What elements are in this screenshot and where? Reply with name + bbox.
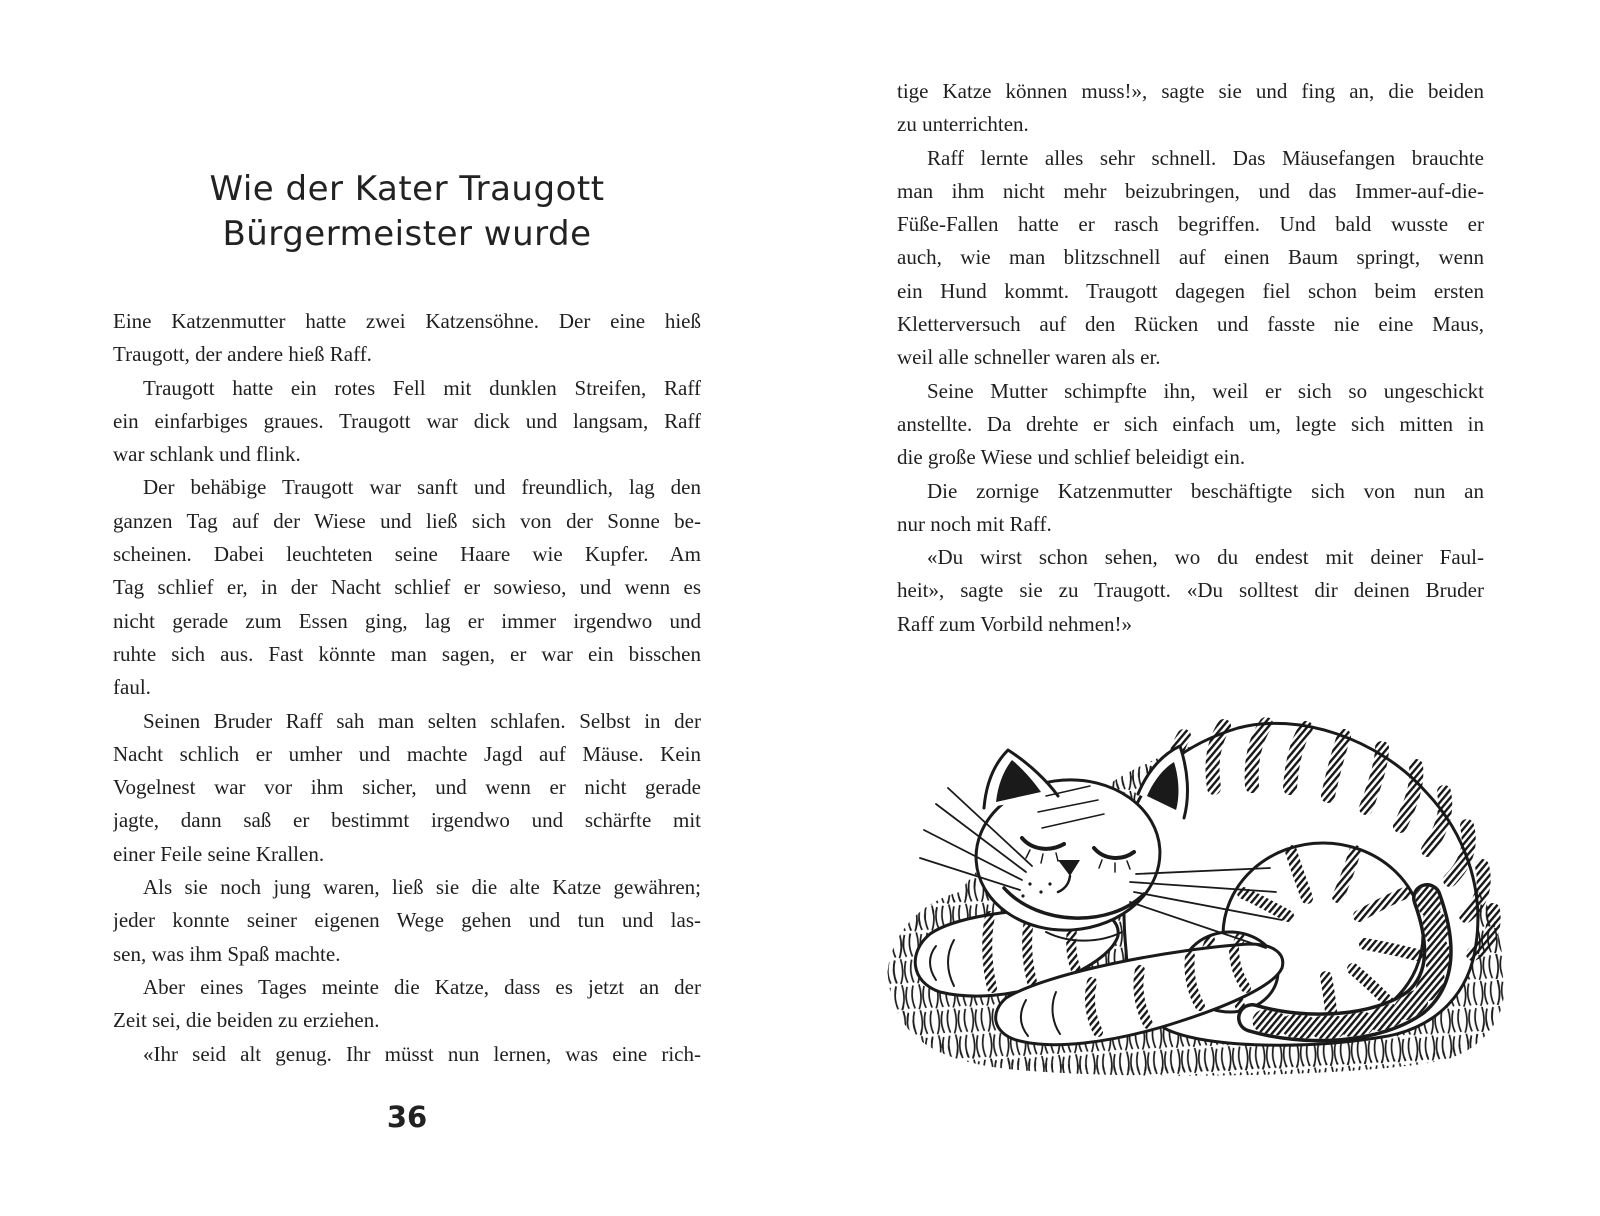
page-number: 36 <box>386 1100 428 1134</box>
text-line: Kletterversuch auf den Rücken und fasste nie eine Maus, <box>897 312 1484 337</box>
text-line: Als sie noch jung waren, ließ sie die alte Katze gewähren; <box>143 875 701 900</box>
text-line: Traugott hatte ein rotes Fell mit dunklen Streifen, Raff <box>143 375 701 400</box>
text-line: Nacht schlich er umher und machte Jagd auf Mäuse. Kein <box>113 741 701 766</box>
text-line: tige Katze können muss!», sagte sie und fing an, die beiden <box>897 79 1484 103</box>
right-page-text <box>897 75 1484 641</box>
text-line: nur noch mit Raff. <box>897 511 1052 536</box>
text-line: Die zornige Katzenmutter beschäftigte sich von nun an <box>927 478 1484 503</box>
chapter-title-line-2: Bürgermeister wurde <box>222 214 592 254</box>
text-line: «Ihr seid alt genug. Ihr müsst nun lernen, was eine rich- <box>143 1041 701 1066</box>
text-line: scheinen. Dabei leuchteten seine Haare wie Kupfer. Am <box>113 542 701 567</box>
text-line: weil alle schneller waren als er. <box>897 345 1161 370</box>
text-line: auch, wie man blitzschnell auf einen Baum springt, wenn <box>897 245 1484 270</box>
text-line: war schlank und flink. <box>113 442 301 467</box>
text-line: ganzen Tag auf der Wiese und ließ sich von der Sonne be- <box>113 508 701 533</box>
text-line: jeder konnte seiner eigenen Wege gehen und tun und las- <box>113 908 701 933</box>
text-line: Der behäbige Traugott war sanft und freundlich, lag den <box>143 475 701 500</box>
text-line: man ihm nicht mehr beizubringen, und das Immer-auf-die- <box>897 178 1484 203</box>
text-line: Aber eines Tages meinte die Katze, dass es jetzt an der <box>143 974 701 999</box>
text-line: Raff lernte alles sehr schnell. Das Mäusefangen brauchte <box>927 145 1484 170</box>
text-line: ein einfarbiges graues. Traugott war dick und langsam, Raff <box>113 408 701 433</box>
text-line: Tag schlief er, in der Nacht schlief er sowieso, und wenn es <box>113 575 701 600</box>
chapter-title-line-1: Wie der Kater Traugott <box>209 169 605 209</box>
text-line: sen, was ihm Spaß machte. <box>113 941 341 966</box>
text-line: Zeit sei, die beiden zu erziehen. <box>113 1008 380 1033</box>
text-line: Füße-Fallen hatte er rasch begriffen. Und bald wusste er <box>897 212 1484 237</box>
text-line: ruhte sich aus. Fast könnte man sagen, er war ein bisschen <box>113 641 701 666</box>
text-line: einer Feile seine Krallen. <box>113 841 325 866</box>
text-line: die große Wiese und schlief beleidigt ein. <box>897 445 1246 470</box>
chapter-title <box>113 167 701 257</box>
text-line: Raff zum Vorbild nehmen!» <box>897 611 1133 636</box>
sleeping-cat-illustration <box>878 700 1510 1082</box>
text-line: anstellte. Da drehte er sich einfach um, legte sich mitten in <box>897 411 1484 436</box>
text-line: «Du wirst schon sehen, wo du endest mit deiner Faul- <box>927 545 1484 570</box>
left-page-text <box>113 305 701 1071</box>
text-line: zu unterrichten. <box>897 112 1029 137</box>
text-line: jagte, dann saß er bestimmt irgendwo und schärfte mit <box>113 808 701 833</box>
text-line: Traugott, der andere hieß Raff. <box>113 342 372 367</box>
text-line: Seine Mutter schimpfte ihn, weil er sich so ungeschickt <box>927 378 1484 403</box>
text-line: Vogelnest war vor ihm sicher, und wenn er nicht gerade <box>113 775 701 800</box>
text-line: nicht gerade zum Essen ging, lag er immer irgendwo und <box>113 608 701 633</box>
text-line: Seinen Bruder Raff sah man selten schlafen. Selbst in der <box>143 708 701 733</box>
text-line: Eine Katzenmutter hatte zwei Katzensöhne. Der eine hieß <box>113 309 701 333</box>
text-line: ein Hund kommt. Traugott dagegen fiel schon beim ersten <box>897 278 1484 303</box>
text-line: faul. <box>113 675 151 700</box>
text-line: heit», sagte sie zu Traugott. «Du solltest dir deinen Bruder <box>897 578 1484 603</box>
